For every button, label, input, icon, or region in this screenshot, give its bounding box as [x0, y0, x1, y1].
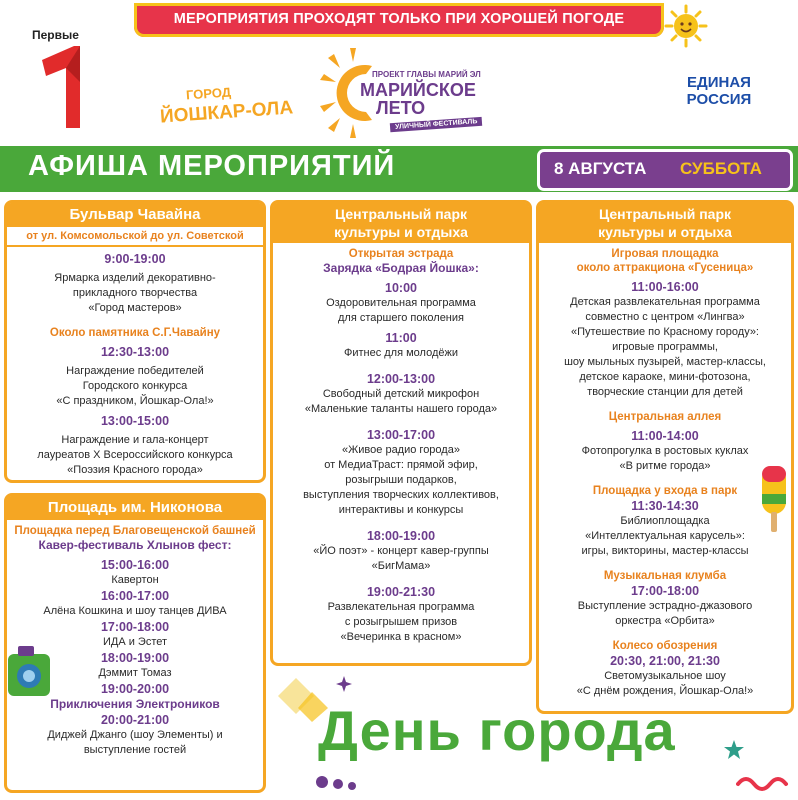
event-time: 11:30-14:30 — [631, 499, 699, 513]
event-desc: «В ритме города» — [619, 460, 711, 472]
event-desc: «Интеллектуальная карусель»: — [585, 530, 745, 542]
event-desc: Диджей Джанго (шоу Элементы) и — [47, 729, 223, 741]
location-subheading: Центральная аллея — [608, 411, 722, 423]
event-desc: Городского конкурса — [82, 380, 188, 392]
event-desc: от МедиаТраст: прямой эфир, — [324, 459, 478, 471]
event-time: 19:00-21:30 — [366, 585, 436, 599]
event-time: 18:00-19:00 — [100, 651, 170, 665]
location-subheading: около аттракциона «Гусеница» — [576, 262, 754, 274]
summer-logo-sub: ПРОЕКТ ГЛАВЫ МАРИЙ ЭЛ — [372, 70, 481, 79]
summer-logo-line2: ЛЕТО — [376, 98, 426, 118]
event-desc: «ЙО поэт» - концерт кавер-группы — [313, 545, 489, 557]
first-logo-text: Первые — [32, 28, 79, 42]
venue-central-park-grounds — [536, 200, 794, 714]
event-desc: Детская развлекательная программа — [570, 296, 760, 308]
city-logo-line1: ГОРОД — [185, 84, 232, 103]
event-time: 10:00 — [385, 281, 417, 295]
event-desc: Свободный детский микрофон — [322, 388, 480, 400]
event-desc: Дэммит Томаз — [98, 667, 172, 679]
adventure-heading: Приключения Электроников — [50, 697, 220, 711]
event-desc: «С праздником, Йошкар-Ола!» — [56, 395, 214, 407]
venue-heading — [273, 203, 529, 243]
event-time: 11:00-14:00 — [631, 429, 699, 443]
location-subheading: Музыкальная клумба — [603, 570, 727, 582]
first-logo-icon — [36, 42, 92, 132]
event-time: 15:00-16:00 — [100, 558, 170, 572]
venue-central-park-stage — [270, 200, 532, 666]
event-desc: Фотопрогулка в ростовых куклах — [581, 445, 749, 457]
event-time: 20:00-21:00 — [100, 713, 170, 727]
event-desc: творческие станции для детей — [587, 386, 743, 398]
event-desc: оркестра «Орбита» — [615, 615, 715, 627]
date-badge — [540, 152, 790, 188]
event-desc: Алёна Кошкина и шоу танцев ДИВА — [43, 605, 227, 617]
event-time: 18:00-19:00 — [366, 529, 436, 543]
event-time: 17:00-18:00 — [630, 584, 700, 598]
weekday-text: СУББОТА — [680, 159, 762, 178]
party-logo-line2: РОССИЯ — [686, 91, 752, 108]
event-time: 12:30-13:00 — [100, 345, 170, 359]
event-desc: шоу мыльных пузырей, мастер-классы, — [564, 356, 766, 368]
city-day-title: День города — [318, 699, 676, 762]
event-desc: «Поэзия Красного города» — [67, 464, 203, 476]
event-desc: «Вечеринка в красном» — [340, 631, 462, 643]
event-time: 19:00-20:00 — [100, 682, 170, 696]
event-desc: ИДА и Эстет — [102, 636, 168, 648]
event-time: 17:00-18:00 — [100, 620, 170, 634]
city-logo-line2: ЙОШКАР-ОЛА — [159, 97, 294, 128]
event-desc: «С днём рождения, Йошкар-Ола!» — [576, 685, 754, 697]
event-desc: «Путешествие по Красному городу»: — [570, 326, 759, 338]
party-logo — [664, 74, 774, 108]
event-desc: Награждение и гала-концерт — [61, 434, 209, 446]
event-time: 20:30, 21:00, 21:30 — [610, 654, 720, 668]
location-subheading: Колесо обозрения — [612, 640, 718, 652]
location-subheading: Площадка перед Благовещенской башней — [14, 525, 256, 537]
event-desc: Фитнес для молодёжи — [343, 347, 459, 359]
star-icon — [724, 740, 744, 760]
venue-heading: Площадь им. Никонова — [7, 496, 263, 520]
location-subheading: Игровая площадка — [611, 248, 719, 260]
event-desc: совместно с центром «Лингва» — [585, 311, 745, 323]
event-desc: Оздоровительная программа — [326, 297, 476, 309]
event-desc: детское караоке, мини-фотозона, — [579, 371, 751, 383]
event-desc: прикладного творчества — [72, 287, 198, 299]
event-desc: Развлекательная программа — [327, 601, 475, 613]
event-desc: игры, викторины, мастер-классы — [581, 545, 749, 557]
sun-icon — [664, 4, 708, 48]
venue-heading-line2: культуры и отдыха — [334, 224, 468, 240]
venue-heading-line2: культуры и отдыха — [598, 224, 732, 240]
location-subheading: Около памятника С.Г.Чавайну — [49, 327, 221, 339]
venue-address: от ул. Комсомольской до ул. Советской — [7, 227, 263, 247]
ice-cream-icon — [754, 462, 794, 536]
camera-icon — [4, 640, 56, 704]
page-title: АФИША МЕРОПРИЯТИЙ — [28, 150, 396, 182]
location-subheading: Площадка у входа в парк — [592, 485, 738, 497]
event-desc: «Город мастеров» — [88, 302, 182, 314]
location-subheading: Открытая эстрада — [348, 248, 454, 260]
event-desc: Ярмарка изделий декоративно- — [54, 272, 216, 284]
venue-heading-line1: Центральный парк — [598, 206, 732, 222]
event-desc: выступления творческих коллективов, — [303, 489, 499, 501]
event-desc: выступление гостей — [83, 744, 187, 756]
event-time: 13:00-17:00 — [366, 428, 436, 442]
event-desc: Светомузыкальное шоу — [604, 670, 726, 682]
venue-chavaina-boulevard — [4, 200, 266, 483]
event-time: 11:00-16:00 — [631, 280, 699, 294]
weather-banner — [134, 3, 664, 37]
event-desc: Награждение победителей — [66, 365, 204, 377]
event-desc: Кавертон — [111, 574, 159, 586]
summer-logo-tag: УЛИЧНЫЙ ФЕСТИВАЛЬ — [390, 117, 483, 132]
event-desc: розыгрыши подарков, — [345, 474, 457, 486]
squiggle-decoration-icon — [736, 772, 792, 798]
weather-notice: МЕРОПРИЯТИЯ ПРОХОДЯТ ТОЛЬКО ПРИ ХОРОШЕЙ ПОГОДЕ — [173, 11, 625, 27]
summer-logo-line1: МАРИЙСКОЕ — [360, 80, 476, 100]
warmup-heading: Зарядка «Бодрая Йошка»: — [323, 261, 479, 275]
venue-heading — [539, 203, 791, 243]
event-desc: «БигМама» — [371, 560, 431, 572]
date-text: 8 АВГУСТА — [554, 159, 647, 178]
venue-heading-line1: Центральный парк — [334, 206, 468, 222]
festival-heading: Кавер-фестиваль Хлынов фест: — [38, 538, 232, 552]
event-desc: Библиоплощадка — [620, 515, 710, 527]
event-desc: для старшего поколения — [338, 312, 464, 324]
event-time: 16:00-17:00 — [100, 589, 170, 603]
event-desc: «Живое радио города» — [342, 444, 460, 456]
venue-heading: Бульвар Чавайна — [7, 203, 263, 227]
dots-decoration-icon — [312, 770, 362, 794]
event-time: 11:00 — [385, 331, 417, 345]
event-time: 9:00-19:00 — [104, 252, 166, 266]
event-desc: лауреатов X Всероссийского конкурса — [37, 449, 233, 461]
party-logo-line1: ЕДИНАЯ — [687, 74, 751, 91]
event-desc: с розыгрышем призов — [344, 616, 458, 628]
city-logo — [160, 86, 320, 130]
event-time: 12:00-13:00 — [366, 372, 436, 386]
event-time: 13:00-15:00 — [100, 414, 170, 428]
event-desc: Выступление эстрадно-джазового — [577, 600, 753, 612]
sparkle-icon — [336, 676, 352, 692]
event-desc: игровые программы, — [612, 341, 718, 353]
event-desc: интерактивы и конкурсы — [338, 504, 464, 516]
summer-festival-logo — [320, 48, 510, 138]
event-desc: «Маленькие таланты нашего города» — [304, 403, 498, 415]
